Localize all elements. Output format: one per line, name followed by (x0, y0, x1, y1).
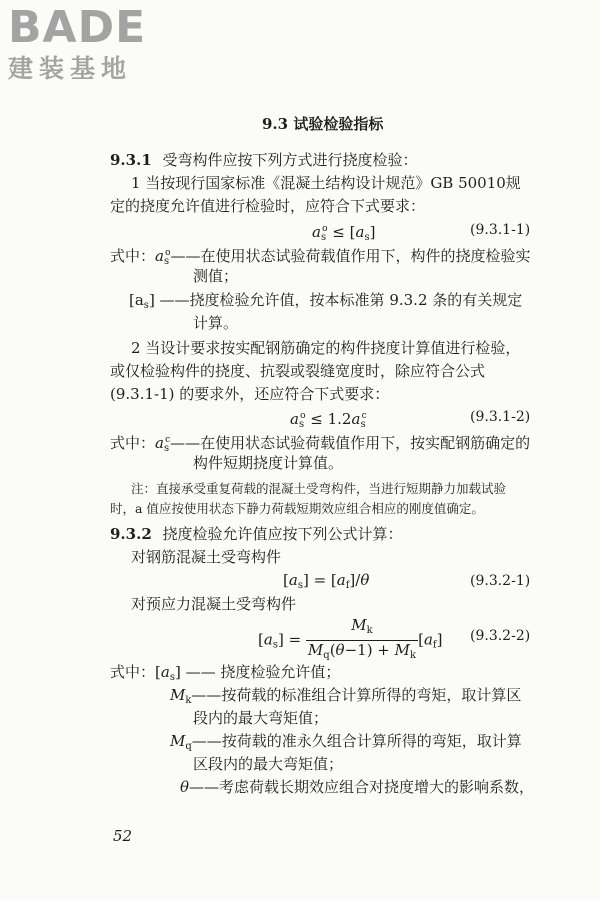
fraction: $\frac{M_k}{M_q(\theta-1) + M_k}$ (307, 616, 417, 661)
clause-number: 9.3.1 (110, 151, 152, 169)
item-2-line-1: 2 当设计要求按实配钢筋确定的构件挠度计算值进行检验， (131, 339, 521, 357)
logo-sub-text: 建装基地 (8, 54, 133, 83)
where-theta (180, 777, 534, 797)
where-prefix: 式中： (110, 247, 156, 265)
item-1-line-1: 1 当按现行国家标准《混凝土结构设计规范》GB 50010规 (131, 174, 521, 192)
equation-number: (9.3.1-1) (470, 222, 531, 238)
where-a-s-o-cont: 测值； (193, 267, 239, 285)
where-mk-cont: 段内的最大弯矩值； (193, 709, 329, 727)
where-mq: $M_q——$按荷载的准永久组合计算所得的弯矩，取计算 (170, 732, 522, 752)
where-a-s-c-cont: 构件短期挠度计算值。 (193, 454, 344, 472)
where-symbol: a (155, 247, 164, 265)
equation-number: (9.3.2-1) (470, 573, 531, 589)
where-prefix: 式中： (110, 663, 156, 681)
equation-number: (9.3.2-2) (470, 628, 531, 644)
item-2-line-3: (9.3.1-1) 的要求外，还应符合下式要求： (110, 385, 390, 403)
where-desc: ] ——挠度检验允许值，按本标准第 9.3.2 条的有关规定 (148, 291, 523, 309)
where-desc: ——按荷载的准永久组合计算所得的弯矩，取计算 (191, 732, 522, 750)
clause-number: 9.3.2 (110, 525, 152, 543)
where-symbol: θ (180, 778, 190, 796)
clause-text: 挠度检验允许值应按下列公式计算： (162, 525, 403, 543)
where-desc: ——在使用状态试验荷载值作用下，按实配钢筋确定的 (170, 434, 531, 452)
where-symbol: M (170, 732, 186, 750)
where-desc: ——在使用状态试验荷载值作用下，构件的挠度检验实 (170, 247, 531, 265)
equation-9-3-1-1: $a_s^o \le [a_s]$ (312, 223, 376, 243)
eq-symbol: a (290, 410, 299, 428)
where-desc: ——按荷载的标准组合计算所得的弯矩，取计算区 (191, 686, 522, 704)
eq-symbol: a (355, 223, 365, 241)
clause-text: 受弯构件应按下列方式进行挠度检验： (162, 151, 418, 169)
where-a-s-o: 式中：$a_s^o——$在使用状态试验荷载值作用下，构件的挠度检验实 (110, 247, 531, 267)
eq-symbol: a (312, 223, 321, 241)
where-desc: ——考虑荷载长期效应组合对挠度增大的影响系数， (189, 778, 535, 796)
where-mk: $M_k——$按荷载的标准组合计算所得的弯矩，取计算区 (170, 686, 522, 706)
equation-9-3-2-1: $[a_s] = [a_f]/\theta$ (283, 571, 370, 591)
item-1-line-2: 定的挠度允许值进行检验时，应符合下式要求： (110, 197, 426, 215)
where-symbol: [a (129, 291, 144, 309)
equation-number: (9.3.1-2) (470, 409, 531, 425)
section-title: 9.3 试验检验指标 (262, 115, 384, 133)
where-a-s-c: 式中：$a_s^c——$在使用状态试验荷载值作用下，按实配钢筋确定的 (110, 434, 531, 454)
eq-symbol: a (351, 410, 361, 428)
eq-relation: ≤ 1.2 (305, 410, 352, 428)
page-number: 52 (113, 827, 133, 845)
where-desc: —— 挠度检验允许值； (180, 663, 341, 681)
where-a-s-cont: 计算。 (193, 314, 239, 332)
where-prefix: 式中： (110, 434, 156, 452)
clause-9-3-2 (110, 524, 403, 544)
where-mq-cont: 区段内的最大弯矩值； (193, 755, 344, 773)
where-symbol: M (170, 686, 186, 704)
note-line-2: 时，a 值应按使用状态下静力荷载短期效应组合相应的刚度值确定。 (110, 501, 484, 516)
brand-logo (8, 2, 178, 84)
clause-9-3-1 (110, 150, 418, 170)
item-2-line-2: 或仅检验构件的挠度、抗裂或裂缝宽度时，除应符合公式 (110, 362, 486, 380)
equation-9-3-2-2: $[a_s]$ = $\frac{M_k}{M_q(\theta-1) + M_k}$ $[a_f]$ (258, 616, 442, 666)
eq-bracket: ] (369, 223, 376, 241)
eq-relation: ≤ [ (327, 223, 356, 241)
equation-9-3-1-2: $a_s^o \le 1.2a_s^c$ (290, 410, 367, 430)
where-a-s-2: 式中：$[a_s]$ —— 挠度检验允许值； (110, 663, 341, 683)
logo-main-text: BADE (8, 2, 147, 53)
note-line-1: 注：直接承受重复荷载的混凝土受弯构件，当进行短期静力加载试验 (131, 481, 507, 496)
pc-label: 对预应力混凝土受弯构件 (131, 595, 297, 613)
rc-label: 对钢筋混凝土受弯构件 (131, 548, 282, 566)
where-symbol: a (155, 434, 164, 452)
where-a-s: $[a_s]$ ——挠度检验允许值，按本标准第 9.3.2 条的有关规定 (129, 291, 523, 311)
